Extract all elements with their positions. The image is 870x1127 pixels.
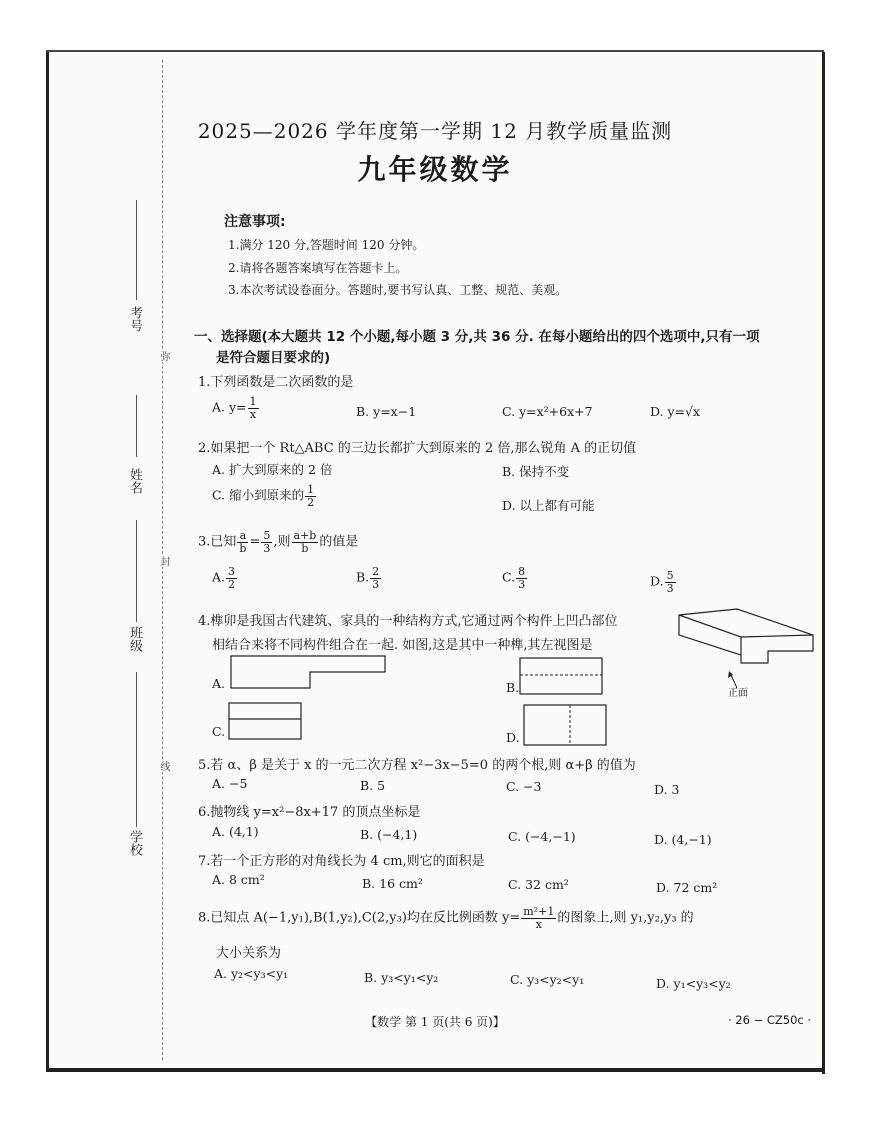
q4-option-c-figure <box>228 702 304 742</box>
q4-option-d-figure <box>523 704 609 748</box>
q7-option-a: A. 8 cm² <box>212 872 265 887</box>
q3-eq: = <box>249 534 261 550</box>
q6-option-c: C. (−4,−1) <box>508 829 576 844</box>
q3-option-a <box>212 566 238 590</box>
q8-option-a: A. y₂<y₃<y₁ <box>214 966 289 981</box>
q3-d1: b <box>239 541 247 555</box>
q3-n2: 5 <box>263 529 271 542</box>
q1-option-b: B. y=x−1 <box>356 404 417 419</box>
q3-option-c <box>502 566 528 590</box>
q5-option-c: C. −3 <box>506 779 542 794</box>
q3-frac2 <box>261 530 272 554</box>
q2-option-b: B. 保持不变 <box>502 464 570 479</box>
class-label: 班级 <box>127 626 142 652</box>
q3-n1: a <box>237 530 248 543</box>
q1-option-d: D. y=√x <box>650 404 701 419</box>
q4-stem-line1: 4.榫卯是我国古代建筑、家具的一种结构方式,它通过两个构件上凹凸部位 <box>198 614 618 629</box>
q4-tenon-figure <box>675 605 815 695</box>
q3-c-fraction <box>516 566 527 590</box>
q4-option-a-figure <box>230 655 390 691</box>
q3-c-den: 3 <box>518 577 526 591</box>
q3-a-label: A. <box>212 569 226 585</box>
name-label: 姓名 <box>127 468 142 494</box>
q8-post: 的图象上,则 y₁,y₂,y₃ 的 <box>557 910 694 926</box>
seal-mark-3: 线 <box>158 761 169 771</box>
notes-heading: 注意事项: <box>224 214 286 230</box>
q8-stem-line2: 大小关系为 <box>216 946 282 961</box>
q6-option-d: D. (4,−1) <box>654 832 712 847</box>
q1-a-num: 1 <box>249 395 257 408</box>
q6-stem: 6.抛物线 y=x²−8x+17 的顶点坐标是 <box>198 805 421 820</box>
q1-a-fraction <box>248 396 259 420</box>
q3-d-num: 5 <box>666 569 674 582</box>
q7-stem: 7.若一个正方形的对角线长为 4 cm,则它的面积是 <box>198 854 485 869</box>
q3-stem <box>198 530 358 554</box>
q2-c-prefix: C. 缩小到原来的 <box>212 487 305 503</box>
q3-b-num: 2 <box>372 565 380 578</box>
q1-option-c: C. y=x²+6x+7 <box>502 404 593 419</box>
school-underline <box>136 672 137 827</box>
q7-option-d: D. 72 cm² <box>656 880 718 895</box>
q1-a-den: x <box>249 407 257 421</box>
school-label: 学校 <box>127 830 142 856</box>
q3-pre: 3.已知 <box>198 534 237 550</box>
q8-den: x <box>535 917 542 931</box>
q4-option-d-label: D. <box>506 730 520 745</box>
q3-d-label: D. <box>650 573 664 589</box>
q2-option-c <box>212 484 317 508</box>
q8-num: m²+1 <box>523 905 555 918</box>
q5-option-d: D. 3 <box>654 782 680 797</box>
q8-fraction <box>521 906 556 930</box>
q8-option-c: C. y₃<y₂<y₁ <box>510 972 585 987</box>
q2-option-a: A. 扩大到原来的 2 倍 <box>212 462 333 477</box>
q8-stem <box>198 906 694 930</box>
q4-stem-line2: 相结合来将不同构件组合在一起. 如图,这是其中一种榫,其左视图是 <box>212 638 593 653</box>
q2-stem: 2.如果把一个 Rt△ABC 的三边长都扩大到原来的 2 倍,那么锐角 A 的正切值 <box>198 441 637 456</box>
q1-a-prefix: A. y= <box>212 399 247 415</box>
q3-a-den: 2 <box>228 577 236 591</box>
q3-frac3 <box>292 530 319 554</box>
section-heading-line1: 一、选择题(本大题共 12 个小题,每小题 3 分,共 36 分. 在每小题给出的四个选项中,只有一项 <box>194 329 760 345</box>
q3-b-fraction <box>370 566 381 590</box>
q3-a-num: 3 <box>228 565 236 578</box>
q3-c-label: C. <box>502 569 516 585</box>
seal-mark-2: 封 <box>158 556 169 566</box>
q3-n3: a+b <box>293 529 317 542</box>
q3-d2: 3 <box>263 541 271 555</box>
q1-stem: 1.下列函数是二次函数的是 <box>198 375 354 390</box>
q4-option-a-label: A. <box>212 676 226 691</box>
q1-option-a <box>212 396 260 420</box>
seal-mark-1: 弥 <box>158 351 169 361</box>
q3-d-den: 3 <box>666 581 674 595</box>
exam-subject: 九年级数学 <box>357 153 513 186</box>
paper-code: · 26 − CZ50c · <box>728 1013 812 1027</box>
q4-option-b-figure <box>519 657 605 697</box>
sheet-right-edge <box>822 52 825 1074</box>
note-item-1: 1.满分 120 分,答题时间 120 分钟。 <box>228 238 425 252</box>
q4-option-c-label: C. <box>212 724 226 739</box>
q3-c-num: 8 <box>518 565 526 578</box>
section-heading-line2: 是符合题目要求的) <box>216 350 331 366</box>
q3-a-fraction <box>226 566 237 590</box>
q5-stem: 5.若 α、β 是关于 x 的一元二次方程 x²−3x−5=0 的两个根,则 α+β 的值为 <box>198 758 636 773</box>
q3-b-den: 3 <box>372 577 380 591</box>
q3-option-d <box>650 570 677 594</box>
page-footer: 【数学 第 1 页(共 6 页)】 <box>365 1015 505 1029</box>
q3-b-label: B. <box>356 569 370 585</box>
exam-no-label: 考号 <box>127 306 142 332</box>
q8-option-b: B. y₃<y₁<y₂ <box>364 970 439 985</box>
q6-option-a: A. (4,1) <box>212 824 259 839</box>
q7-option-b: B. 16 cm² <box>362 876 423 891</box>
q2-option-d: D. 以上都有可能 <box>502 498 595 513</box>
note-item-3: 3.本次考试设卷面分。答题时,要书写认真、工整、规范、美观。 <box>228 283 568 297</box>
class-underline <box>136 520 137 622</box>
q4-option-b-label: B. <box>506 680 520 695</box>
q8-option-d: D. y₁<y₃<y₂ <box>656 976 731 991</box>
q6-option-b: B. (−4,1) <box>360 827 418 842</box>
q7-option-c: C. 32 cm² <box>508 877 569 892</box>
q4-front-label: 正面 <box>728 688 748 699</box>
q3-d-fraction <box>665 570 676 594</box>
q2-c-den: 2 <box>307 495 315 509</box>
q3-mid: ,则 <box>273 534 291 550</box>
q3-d3: b <box>301 541 309 555</box>
exam-title: 2025—2026 学年度第一学期 12 月教学质量监测 <box>197 119 673 143</box>
q2-c-fraction <box>305 484 316 508</box>
q3-option-b <box>356 566 382 590</box>
q5-option-a: A. −5 <box>212 776 248 791</box>
note-item-2: 2.请将各题答案填写在答题卡上。 <box>228 261 408 275</box>
q5-option-b: B. 5 <box>360 778 386 793</box>
q8-pre: 8.已知点 A(−1,y₁),B(1,y₂),C(2,y₃)均在反比例函数 y= <box>198 910 521 926</box>
q2-c-num: 1 <box>307 483 315 496</box>
exam-no-underline <box>136 200 137 300</box>
q3-frac1 <box>237 530 248 554</box>
name-underline <box>136 395 137 457</box>
q3-post: 的值是 <box>319 534 359 550</box>
